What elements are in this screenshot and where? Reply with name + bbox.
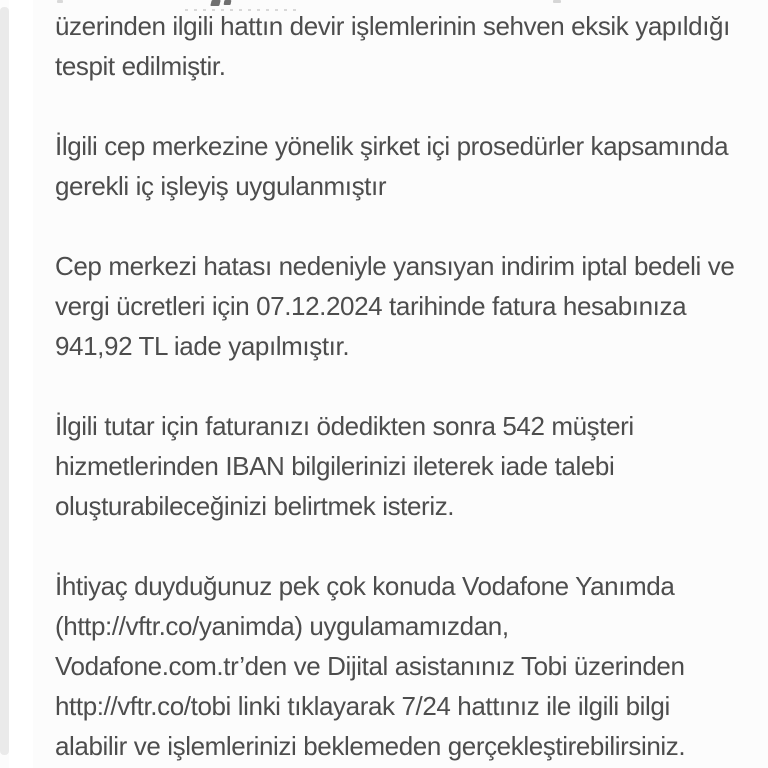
page-left-margin: [9, 0, 33, 768]
text-line: http://vftr.co/tobi linki tıklayarak 7/24 hattınız ile ilgili bilgi: [55, 691, 670, 721]
clipped-text-remnant: [224, 0, 232, 5]
text-line: oluşturabileceğinizi belirtmek isteriz.: [55, 491, 455, 521]
paragraph-2: [55, 126, 760, 206]
text-line: alabilir ve işlemlerinizi beklemeden gerçekleştirebilirsiniz.: [55, 731, 686, 761]
paragraph-1: [55, 6, 760, 86]
text-line: İlgili cep merkezine yönelik şirket içi prosedürler kapsamında: [55, 131, 729, 161]
text-line: gerekli iç işleyiş uygulanmıştır: [55, 171, 387, 201]
text-line: İlgili tutar için faturanızı ödedikten sonra 542 müşteri: [55, 411, 634, 441]
letter-body: [55, 6, 760, 768]
text-line: İhtiyaç duyduğunuz pek çok konuda Vodafone Yanımda: [55, 571, 675, 601]
paragraph-3: [55, 246, 760, 366]
clipped-text-remnant: [553, 0, 561, 3]
text-line: hizmetlerinden IBAN bilgilerinizi ileterek iade talebi: [55, 451, 615, 481]
clipped-text-remnant: [57, 0, 63, 3]
text-line: tespit edilmiştir.: [55, 51, 226, 81]
text-line: vergi ücretleri için 07.12.2024 tarihinde fatura hesabınıza: [55, 291, 687, 321]
text-line: Cep merkezi hatası nedeniyle yansıyan indirim iptal bedeli ve: [55, 251, 735, 281]
scrollbar-thumb[interactable]: [0, 7, 9, 755]
text-line: üzerinden ilgili hattın devir işlemlerinin sehven eksik yapıldığı: [55, 11, 730, 41]
paragraph-5: [55, 566, 760, 766]
text-line: Vodafone.com.tr’den ve Dijital asistanınız Tobi üzerinden: [55, 651, 685, 681]
text-line: (http://vftr.co/yanimda) uygulamamızdan,: [55, 611, 509, 641]
paragraph-4: [55, 406, 760, 526]
text-line: 941,92 TL iade yapılmıştır.: [55, 331, 350, 361]
